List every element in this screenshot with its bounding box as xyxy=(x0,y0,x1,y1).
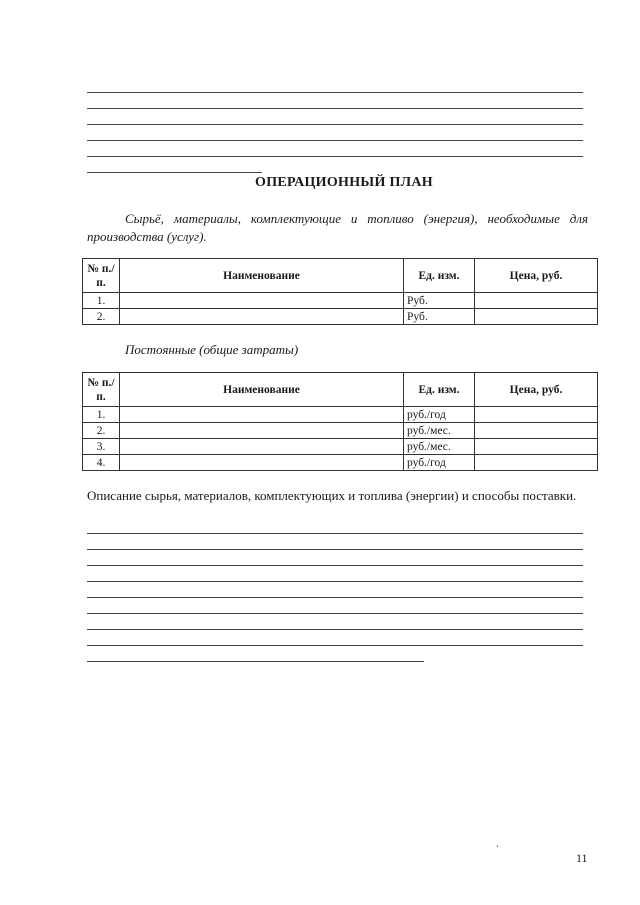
table-row xyxy=(83,293,598,309)
row-unit: руб./мес. xyxy=(404,423,475,439)
page-number: 11 xyxy=(576,851,588,865)
row-unit: Руб. xyxy=(404,293,475,309)
row-name-cell[interactable] xyxy=(120,293,404,309)
writing-line[interactable] xyxy=(87,533,583,534)
writing-line[interactable] xyxy=(87,597,583,598)
writing-line[interactable] xyxy=(87,581,583,582)
raw-materials-intro: Сырьё, материалы, комплектующие и топливо (энергия), необходимые для производства (услуг). xyxy=(87,211,588,244)
row-price-cell[interactable] xyxy=(475,309,598,325)
writing-line[interactable] xyxy=(87,140,583,141)
row-unit: руб./год xyxy=(404,455,475,471)
header-name: Наименование xyxy=(120,259,404,293)
row-price-cell[interactable] xyxy=(475,439,598,455)
table-header-row xyxy=(83,373,598,407)
row-num: 2. xyxy=(83,423,120,439)
section-title: ОПЕРАЦИОННЫЙ ПЛАН xyxy=(255,175,433,190)
writing-line[interactable] xyxy=(87,92,583,93)
raw-materials-table xyxy=(82,258,598,325)
table-row xyxy=(83,309,598,325)
table-row xyxy=(83,407,598,423)
row-num: 2. xyxy=(83,309,120,325)
header-price: Цена, руб. xyxy=(475,373,598,407)
row-price-cell[interactable] xyxy=(475,423,598,439)
header-unit: Ед. изм. xyxy=(404,259,475,293)
writing-line[interactable] xyxy=(87,108,583,109)
row-name-cell[interactable] xyxy=(120,455,404,471)
writing-line[interactable] xyxy=(87,565,583,566)
row-unit: руб./год xyxy=(404,407,475,423)
row-name-cell[interactable] xyxy=(120,407,404,423)
fixed-costs-label: Постоянные (общие затраты) xyxy=(125,342,299,357)
writing-line[interactable] xyxy=(87,613,583,614)
row-price-cell[interactable] xyxy=(475,293,598,309)
row-name-cell[interactable] xyxy=(120,439,404,455)
row-unit: руб./мес. xyxy=(404,439,475,455)
table-header-row xyxy=(83,259,598,293)
table-row xyxy=(83,423,598,439)
writing-line[interactable] xyxy=(87,661,424,662)
writing-line[interactable] xyxy=(87,172,262,173)
row-name-cell[interactable] xyxy=(120,309,404,325)
row-price-cell[interactable] xyxy=(475,455,598,471)
header-num: № п./п. xyxy=(83,259,120,293)
row-price-cell[interactable] xyxy=(475,407,598,423)
header-price: Цена, руб. xyxy=(475,259,598,293)
scan-speck xyxy=(497,845,498,847)
table-row xyxy=(83,455,598,471)
row-num: 1. xyxy=(83,407,120,423)
row-num: 4. xyxy=(83,455,120,471)
row-num: 3. xyxy=(83,439,120,455)
writing-line[interactable] xyxy=(87,645,583,646)
header-num: № п./п. xyxy=(83,373,120,407)
fixed-costs-table xyxy=(82,372,598,471)
header-unit: Ед. изм. xyxy=(404,373,475,407)
writing-line[interactable] xyxy=(87,156,583,157)
row-num: 1. xyxy=(83,293,120,309)
table-row xyxy=(83,439,598,455)
writing-line[interactable] xyxy=(87,124,583,125)
row-unit: Руб. xyxy=(404,309,475,325)
description-prompt: Описание сырья, материалов, комплектующих и топлива (энергии) и способы поставки. xyxy=(87,488,577,503)
writing-line[interactable] xyxy=(87,629,583,630)
writing-line[interactable] xyxy=(87,549,583,550)
header-name: Наименование xyxy=(120,373,404,407)
row-name-cell[interactable] xyxy=(120,423,404,439)
